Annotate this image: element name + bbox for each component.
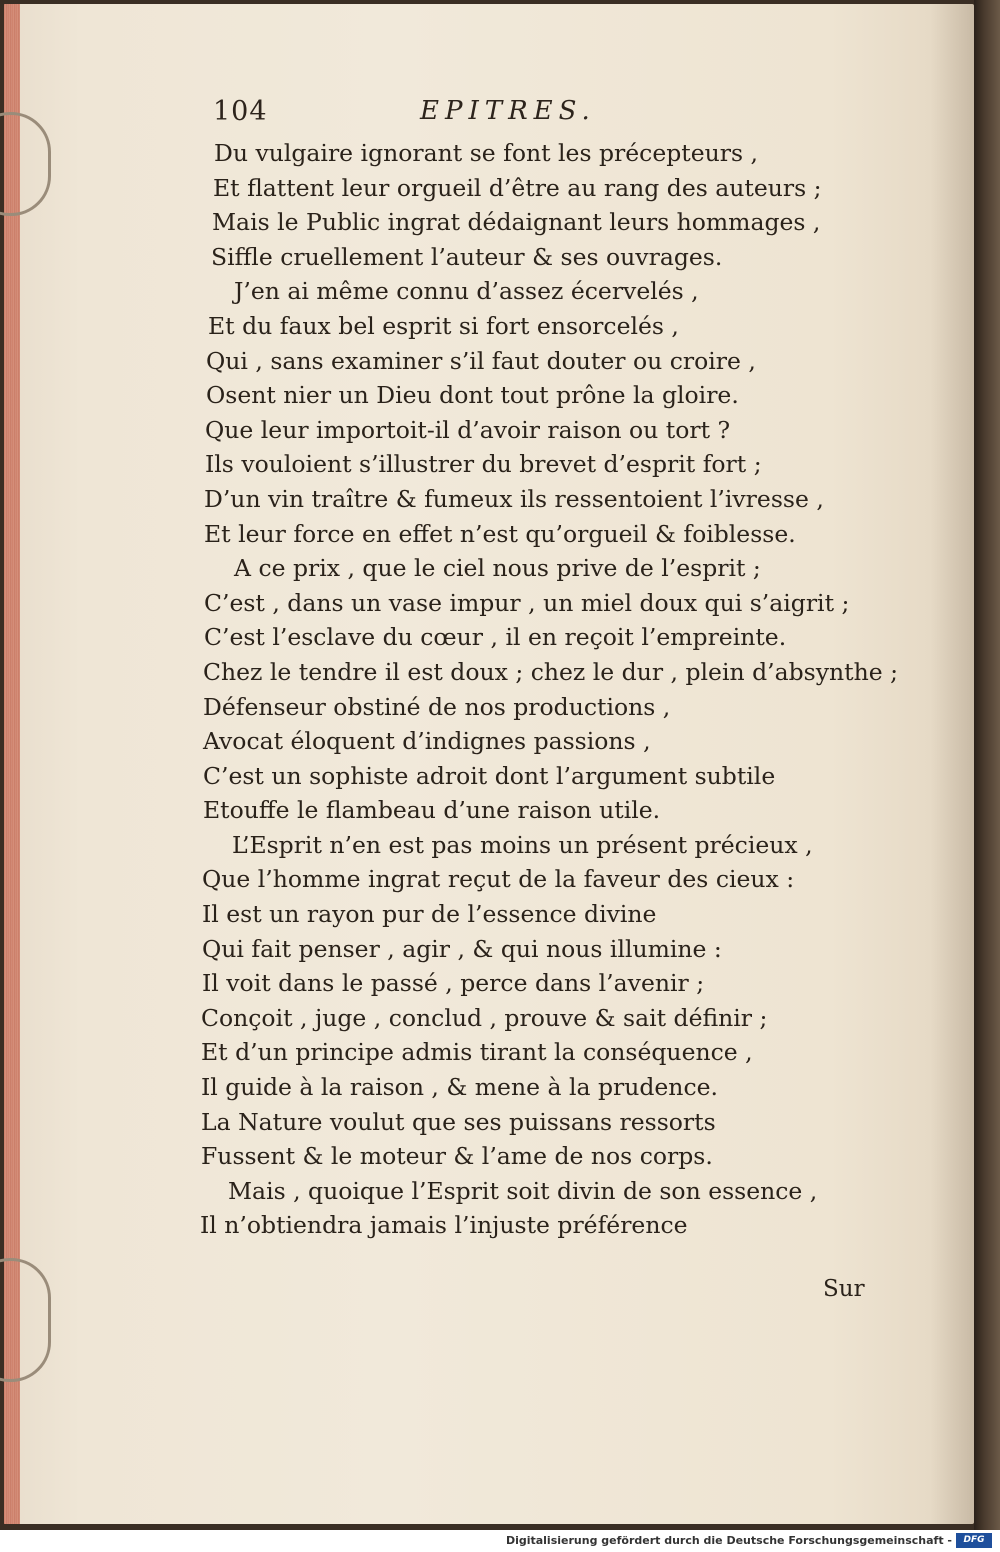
- verse-line: Et flattent leur orgueil d’être au rang des auteurs ;: [213, 173, 822, 202]
- verse-line: Chez le tendre il est doux ; chez le dur , plein d’absynthe ;: [203, 657, 898, 686]
- verse-line: Mais , quoique l’Esprit soit divin de son essence ,: [228, 1176, 818, 1205]
- verse-line: L’Esprit n’en est pas moins un présent précieux ,: [232, 830, 813, 859]
- verse-line: Qui , sans examiner s’il faut douter ou croire ,: [206, 346, 756, 375]
- verse-line: Que l’homme ingrat reçut de la faveur des cieux :: [202, 865, 795, 894]
- verse-line: Défenseur obstiné de nos productions ,: [203, 692, 671, 721]
- verse-line: Et d’un principe admis tirant la conséquence ,: [201, 1038, 753, 1067]
- verse-line: J’en ai même connu d’assez écervelés ,: [234, 277, 699, 306]
- verse-line: Il guide à la raison , & mene à la prudence.: [201, 1073, 718, 1102]
- verse-line: Avocat éloquent d’indignes passions ,: [203, 727, 651, 756]
- verse-line: Ils vouloient s’illustrer du brevet d’esprit fort ;: [205, 450, 762, 479]
- verse-line: C’est , dans un vase impur , un miel doux qui s’aigrit ;: [204, 588, 850, 617]
- verse-line: A ce prix , que le ciel nous prive de l’esprit ;: [234, 554, 761, 583]
- funding-credit: Digitalisierung gefördert durch die Deutsche Forschungsgemeinschaft -: [505, 1534, 952, 1547]
- page-number: 104: [213, 96, 268, 127]
- facing-page-edge: [974, 0, 1000, 1530]
- verse-line: Il est un rayon pur de l’essence divine: [202, 900, 657, 929]
- verse-line: Qui fait penser , agir , & qui nous illumine :: [202, 934, 722, 963]
- verse-line: Mais le Public ingrat dédaignant leurs hommages ,: [212, 208, 821, 237]
- verse-line: Il voit dans le passé , perce dans l’avenir ;: [202, 969, 705, 998]
- running-title: EPITRES.: [420, 96, 596, 126]
- verse-line: C’est l’esclave du cœur , il en reçoit l’empreinte.: [204, 623, 787, 652]
- verse-line: Etouffe le flambeau d’une raison utile.: [203, 796, 661, 825]
- verse-line: Et du faux bel esprit si fort ensorcelés ,: [208, 311, 679, 340]
- verse-line: Osent nier un Dieu dont tout prône la gloire.: [206, 381, 739, 410]
- binding-clip-bottom: [0, 1258, 51, 1382]
- verse-line: Conçoit , juge , conclud , prouve & sait définir ;: [201, 1003, 768, 1032]
- gutter-shadow: [930, 4, 974, 1524]
- verse-line: Fussent & le moteur & l’ame de nos corps.: [201, 1142, 713, 1171]
- verse-line: Siffle cruellement l’auteur & ses ouvrages.: [211, 242, 723, 271]
- verse-line: La Nature voulut que ses puissans ressorts: [201, 1107, 716, 1136]
- catchword: Sur: [823, 1276, 865, 1302]
- verse-line: Et leur force en effet n’est qu’orgueil & foiblesse.: [204, 519, 796, 548]
- verse-line: D’un vin traître & fumeux ils ressentoient l’ivresse ,: [204, 484, 824, 513]
- digitization-footer: [0, 1530, 1000, 1552]
- verse-block: [198, 136, 898, 1243]
- verse-line: Que leur importoit-il d’avoir raison ou tort ?: [205, 415, 731, 444]
- verse-line: C’est un sophiste adroit dont l’argument subtile: [203, 761, 776, 790]
- dfg-logo: DFG: [956, 1533, 992, 1548]
- page-header: [213, 96, 653, 136]
- verse-line: Il n’obtiendra jamais l’injuste préférence: [200, 1211, 688, 1240]
- verse-line: Du vulgaire ignorant se font les précepteurs ,: [214, 139, 758, 167]
